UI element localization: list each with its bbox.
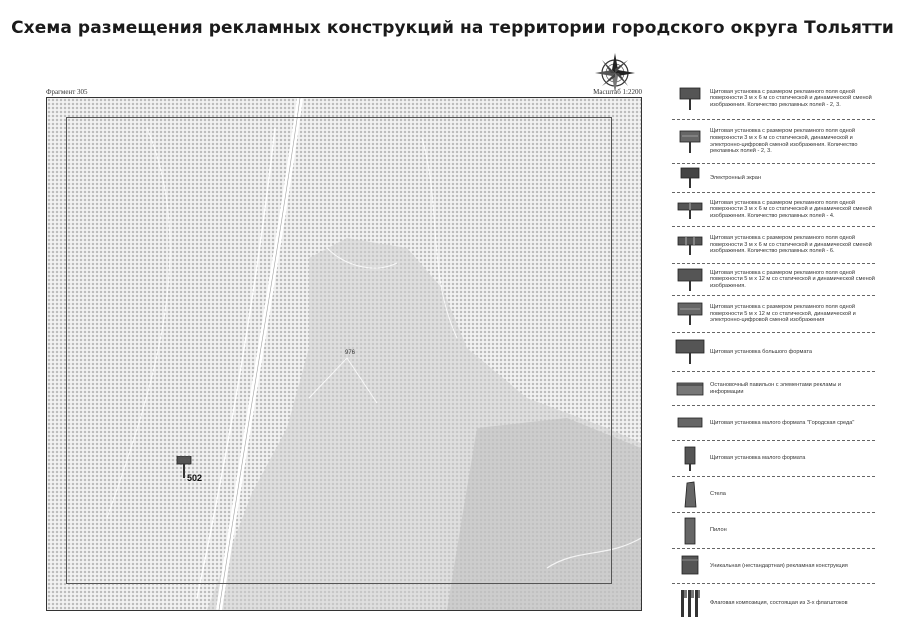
billboard-3x6-digital-icon [672, 130, 708, 154]
legend-item: Стела [672, 477, 875, 513]
legend-item: Щитовая установка большого формата [672, 333, 875, 372]
billboard-4-fields-icon [672, 200, 708, 220]
billboard-5x12-icon [672, 268, 708, 292]
billboard-6-fields-icon [672, 234, 708, 256]
legend-item: Флаговая композиция, состоящая из 3-х флагштоков [672, 584, 875, 622]
legend-item: Щитовая установка малого формата "Городская среда" [672, 406, 875, 441]
flag-composition-icon [672, 588, 708, 618]
legend-item: Остановочный павильон с элементами рекламы и информации [672, 372, 875, 406]
path-line [107, 128, 170, 518]
billboard-3x6-icon [672, 87, 708, 111]
stele-icon [672, 481, 708, 509]
bus-stop-pavilion-icon [672, 381, 708, 397]
page-title: Схема размещения рекламных конструкций на территории городского округа Тольятти [11, 18, 894, 38]
city-format-icon [672, 416, 708, 430]
legend-item: Уникальная (нестандартная) рекламная конструкция [672, 549, 875, 584]
parcel-label: 976 [345, 350, 356, 356]
dense-area [447, 418, 641, 610]
small-format-icon [672, 446, 708, 472]
electronic-screen-icon [672, 167, 708, 189]
legend-item: Щитовая установка с размером рекламного поля одной поверхности 5 м х 12 м со статической, динамической и электронно-цифровой сменой изображения [672, 296, 875, 333]
legend-item: Щитовая установка с размером рекламного поля одной поверхности 5 м х 12 м со статической и динамической сменой изображения. [672, 264, 875, 296]
legend-item: Электронный экран [672, 164, 875, 193]
legend [672, 78, 875, 622]
legend-item: Щитовая установка с размером рекламного поля одной поверхности 3 м х 6 м со статической и динамической сменой изображения. Количество рекламных полей - 4. [672, 193, 875, 227]
pylon-icon [672, 517, 708, 545]
legend-item: Пилон [672, 513, 875, 549]
map-panel[interactable] [46, 88, 642, 611]
map-canvas[interactable] [46, 97, 642, 611]
fragment-label: Фрагмент 305 [46, 88, 88, 96]
legend-item: Щитовая установка малого формата [672, 441, 875, 477]
legend-item: Щитовая установка с размером рекламного поля одной поверхности 3 м х 6 м со статической и динамической сменой изображения. Количество рекламных полей - 2, 3. [672, 78, 875, 120]
legend-item: Щитовая установка с размером рекламного поля одной поверхности 3 м х 6 м со статической и динамической сменой изображения. Количество рекламных полей - 6. [672, 227, 875, 264]
legend-item: Щитовая установка с размером рекламного поля одной поверхности 3 м х 6 м со статической, динамической и электронно-цифровой сменой изображения. Количество рекламных полей - 2, 3. [672, 120, 875, 164]
marker-id: 502 [187, 473, 203, 483]
scale-label: Масштаб 1:2200 [593, 88, 642, 96]
large-format-billboard-icon [672, 339, 708, 365]
billboard-5x12-digital-icon [672, 302, 708, 326]
unique-construction-icon [672, 554, 708, 578]
